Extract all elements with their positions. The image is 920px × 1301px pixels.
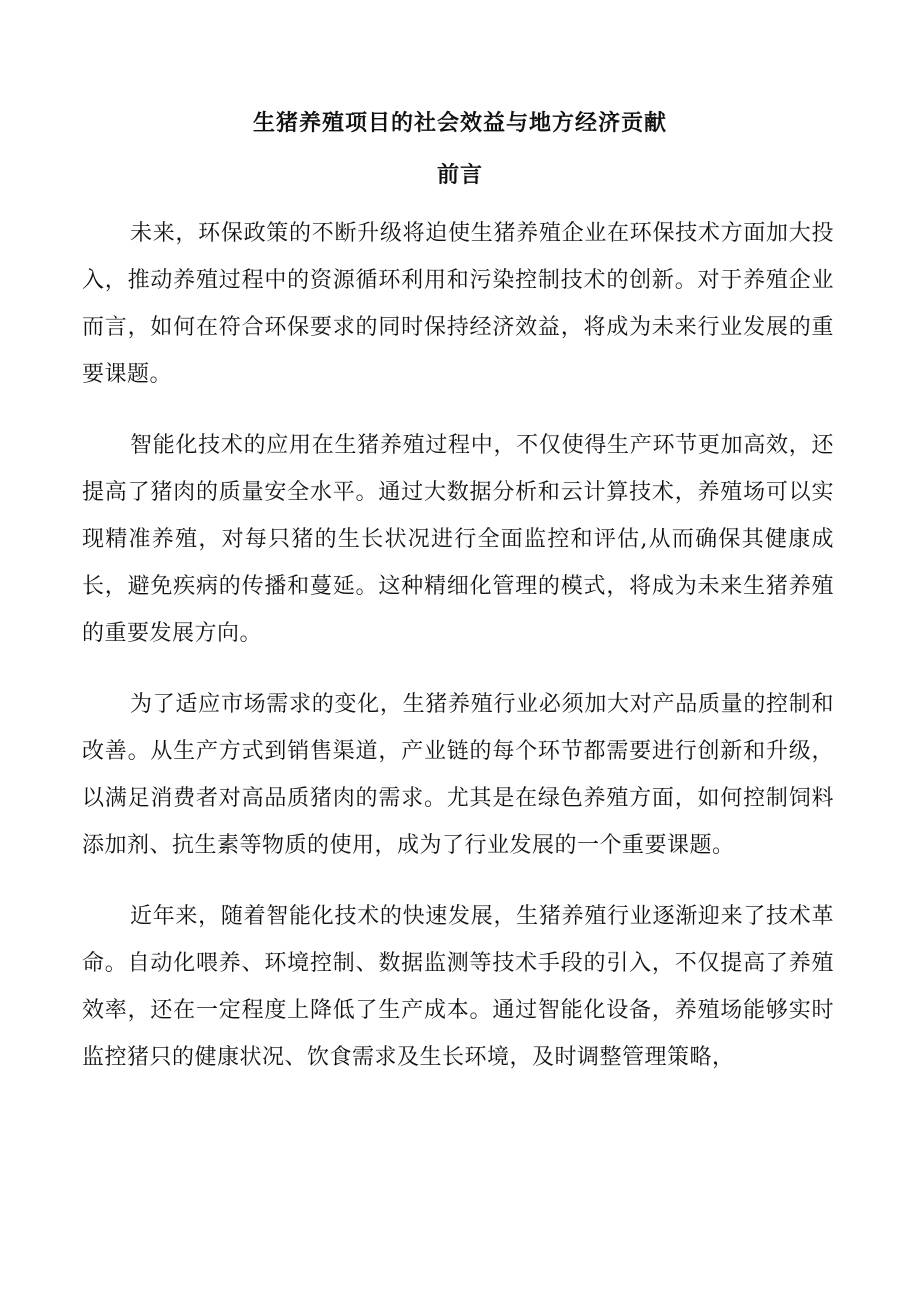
paragraph: 未来，环保政策的不断升级将迫使生猪养殖企业在环保技术方面加大投入，推动养殖过程中的资源循环利用和污染控制技术的创新。对于养殖企业而言，如何在符合环保要求的同时保持经济效益，将成为未来行业发展的重要课题。	[82, 221, 834, 387]
paragraph: 近年来，随着智能化技术的快速发展，生猪养殖行业逐渐迎来了技术革命。自动化喂养、环境控制、数据监测等技术手段的引入，不仅提高了养殖效率，还在一定程度上降低了生产成本。通过智能化设备，养殖场能够实时监控猪只的健康状况、饮食需求及生长环境，及时调整管理策略，	[82, 904, 834, 1070]
section-heading: 前言	[436, 162, 483, 188]
document-title: 生猪养殖项目的社会效益与地方经济贡献	[252, 110, 667, 136]
paragraph: 为了适应市场需求的变化，生猪养殖行业必须加大对产品质量的控制和改善。从生产方式到销售渠道，产业链的每个环节都需要进行创新和升级，以满足消费者对高品质猪肉的需求。尤其是在绿色养殖方面，如何控制饲料添加剂、抗生素等物质的使用，成为了行业发展的一个重要课题。	[82, 692, 834, 858]
paragraph: 智能化技术的应用在生猪养殖过程中，不仅使得生产环节更加高效，还提高了猪肉的质量安全水平。通过大数据分析和云计算技术，养殖场可以实现精准养殖，对每只猪的生长状况进行全面监控和评估,从而确保其健康成长，避免疾病的传播和蔓延。这种精细化管理的模式，将成为未来生猪养殖的重要发展方向。	[82, 433, 834, 646]
document-body	[82, 210, 834, 1105]
